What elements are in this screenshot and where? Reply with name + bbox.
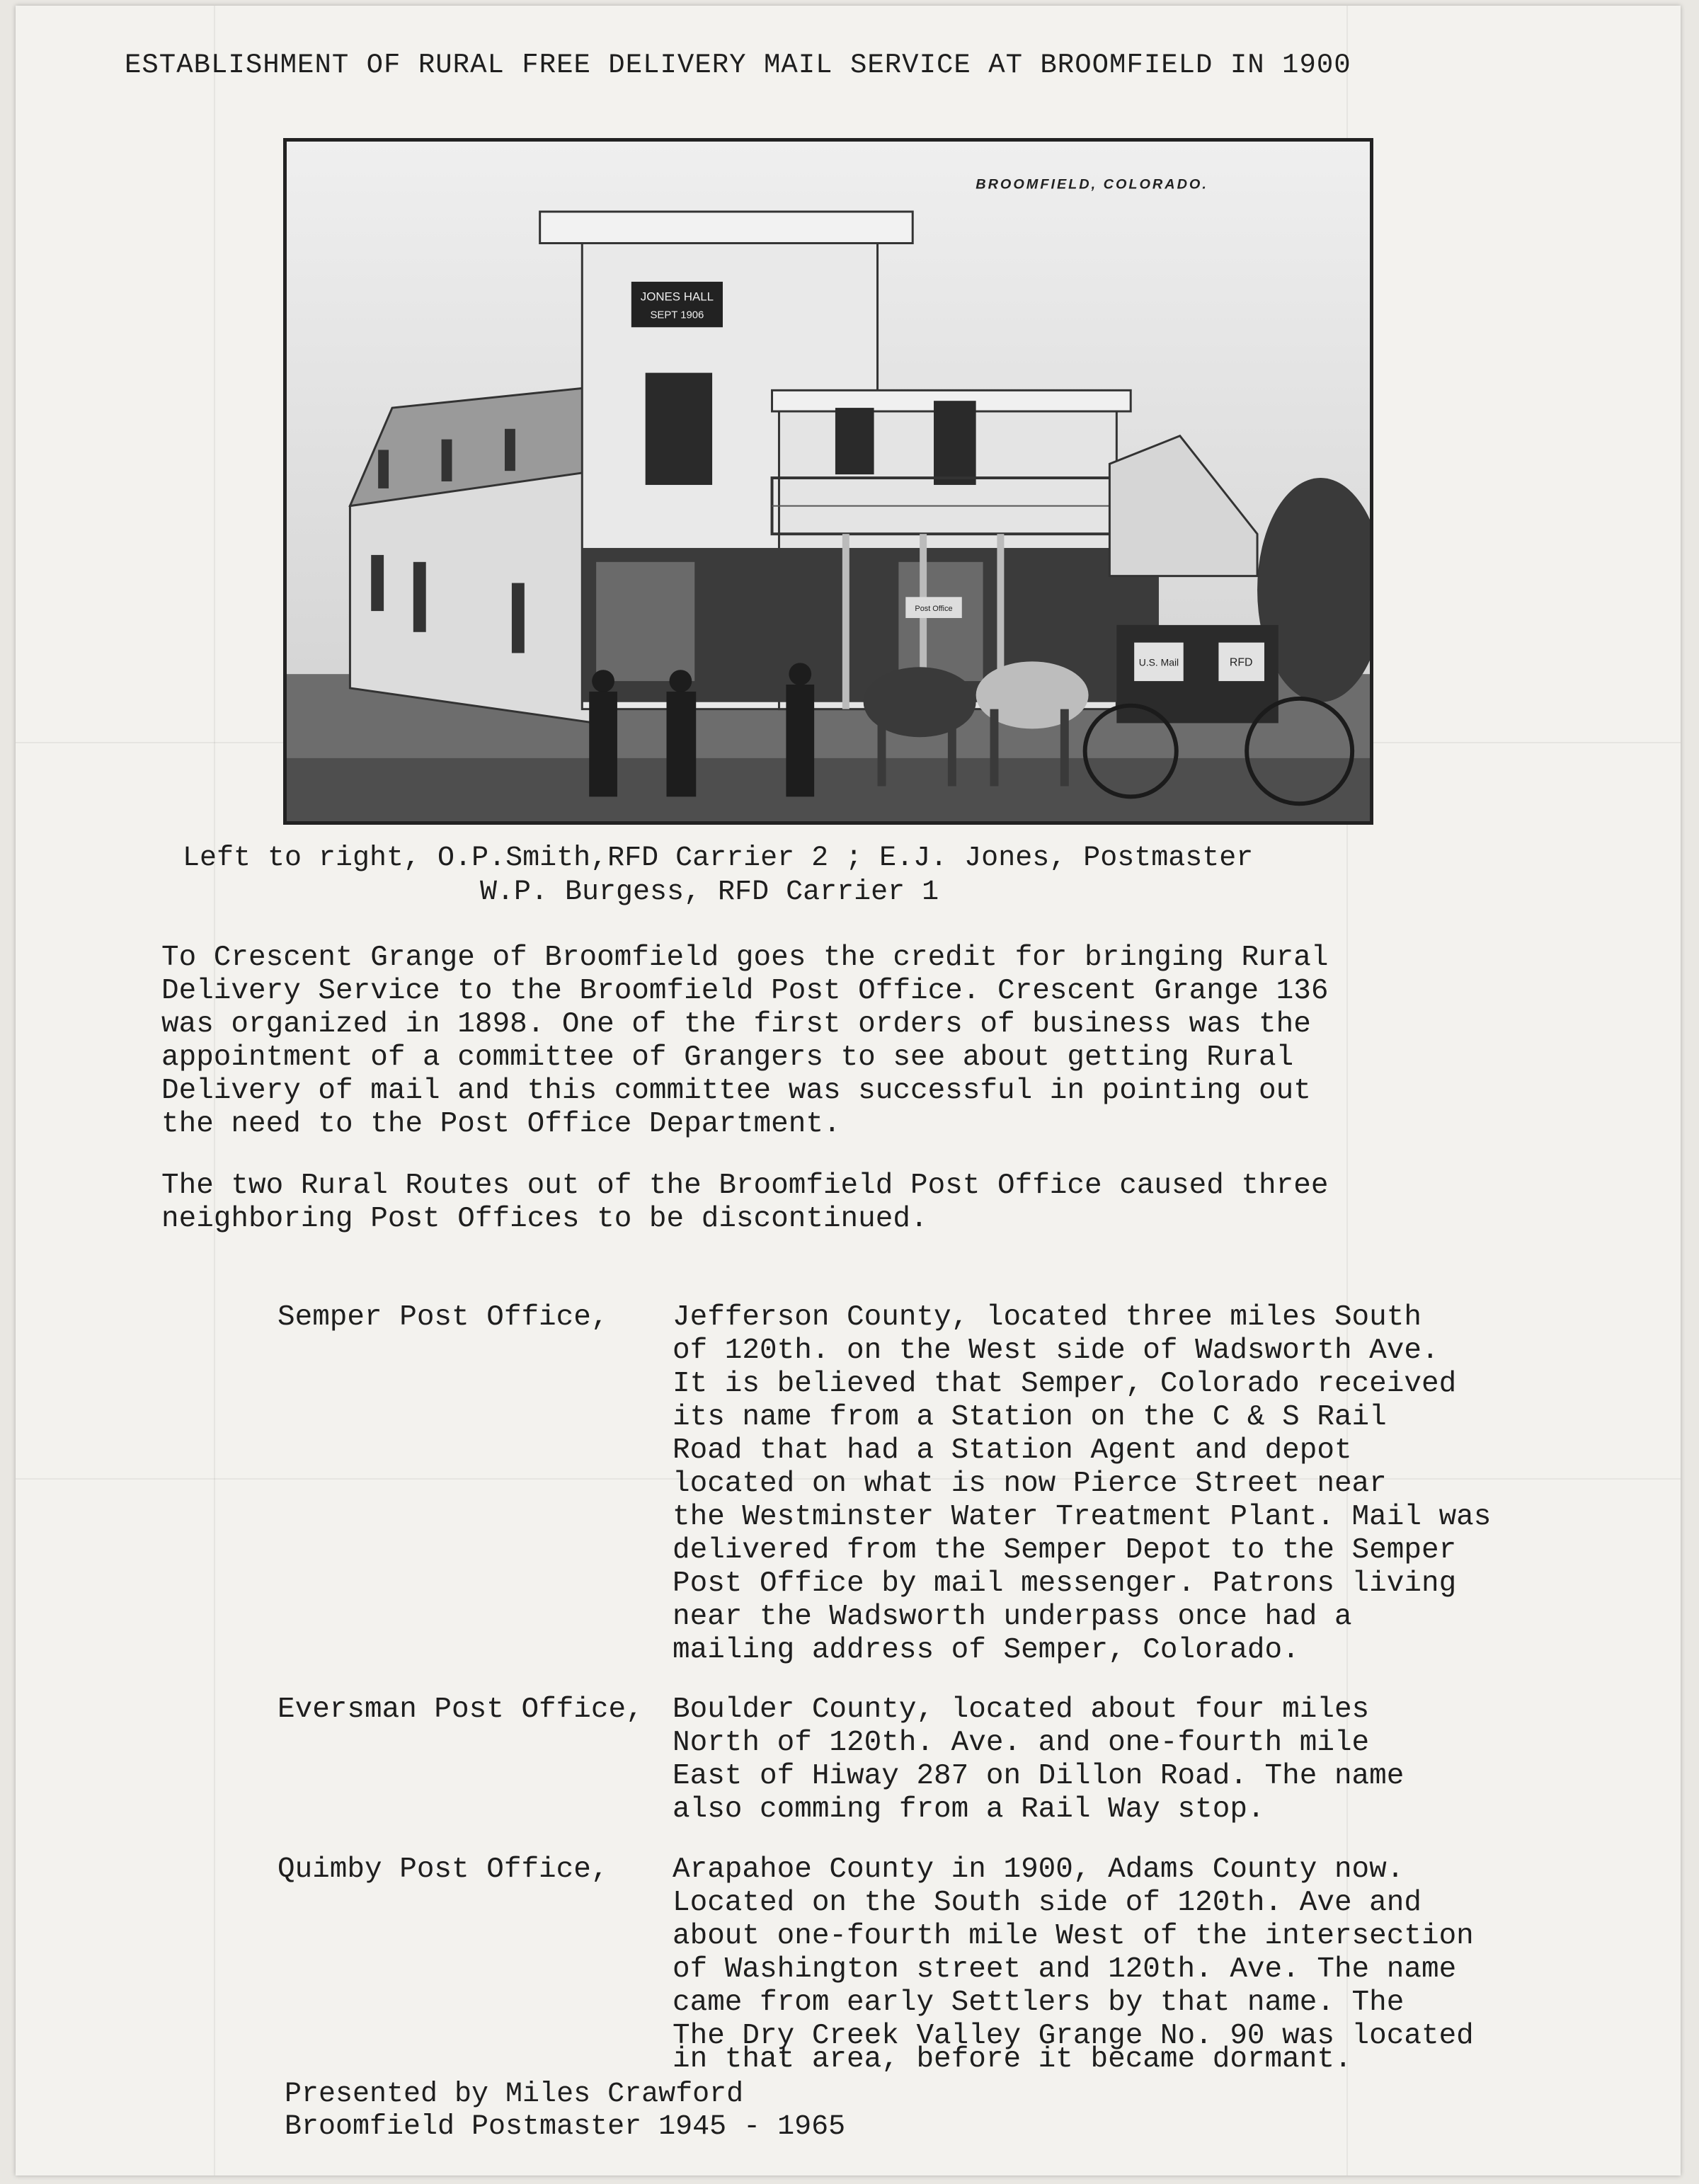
- entry-semper-name: Semper Post Office,: [278, 1301, 609, 1334]
- photo-caption-line2: W.P. Burgess, RFD Carrier 1: [480, 876, 939, 908]
- paragraph-rural-routes: [161, 1170, 1328, 1236]
- entry-line: East of Hiway 287 on Dillon Road. The name: [673, 1760, 1405, 1793]
- entry-line: delivered from the Semper Depot to the Semper: [673, 1534, 1457, 1567]
- paragraph-line: The two Rural Routes out of the Broomfield Post Office caused three: [161, 1170, 1329, 1202]
- historic-photo: [283, 138, 1373, 825]
- jones-hall-sign: JONES HALL: [640, 290, 714, 304]
- entry-eversman-body: [673, 1693, 1404, 1826]
- signature-postmaster: Broomfield Postmaster 1945 - 1965: [285, 2111, 846, 2143]
- entry-line: located on what is now Pierce Street near: [673, 1468, 1387, 1500]
- entry-line: mailing address of Semper, Colorado.: [673, 1634, 1300, 1666]
- entry-line: near the Wadsworth underpass once had a: [673, 1601, 1352, 1633]
- entry-line: the Westminster Water Treatment Plant. Mail was: [673, 1501, 1492, 1533]
- paragraph-line: Delivery Service to the Broomfield Post Office. Crescent Grange 136: [161, 975, 1329, 1007]
- paragraph-line: Delivery of mail and this committee was successful in pointing out: [161, 1075, 1311, 1107]
- post-office-building-illustration: [287, 142, 1370, 821]
- postcard-label: BROOMFIELD, COLORADO.: [976, 176, 1208, 193]
- signature-presented-by: Presented by Miles Crawford: [285, 2079, 744, 2110]
- photo-caption-line1: Left to right, O.P.Smith,RFD Carrier 2 ; E.J. Jones, Postmaster: [183, 842, 1254, 874]
- paragraph-line: the need to the Post Office Department.: [161, 1108, 841, 1140]
- post-office-sign: Post Office: [915, 605, 953, 614]
- entry-quimby-name: Quimby Post Office,: [278, 1853, 609, 1886]
- entry-line: in that area, before it became dormant.: [673, 2043, 1352, 2076]
- entry-line: Jefferson County, located three miles South: [673, 1301, 1421, 1334]
- paragraph-crescent-grange: [161, 942, 1328, 1141]
- entry-line: Boulder County, located about four miles: [673, 1693, 1370, 1726]
- entry-line: North of 120th. Ave. and one-fourth mile: [673, 1727, 1370, 1759]
- entry-line: It is believed that Semper, Colorado received: [673, 1368, 1457, 1400]
- entry-eversman-name: Eversman Post Office,: [278, 1693, 643, 1726]
- entry-line: Road that had a Station Agent and depot: [673, 1434, 1352, 1467]
- entry-line: The Dry Creek Valley Grange No. 90 was located: [673, 2020, 1474, 2052]
- entry-line: came from early Settlers by that name. The: [673, 1986, 1405, 2019]
- entry-line: Post Office by mail messenger. Patrons living: [673, 1567, 1457, 1600]
- wagon-sign-us-mail: U.S. Mail: [1138, 656, 1179, 668]
- entry-semper-body: [673, 1301, 1491, 1667]
- entry-line: of 120th. on the West side of Wadsworth Ave.: [673, 1334, 1439, 1367]
- page-title: ESTABLISHMENT OF RURAL FREE DELIVERY MAIL SERVICE AT BROOMFIELD IN 1900: [125, 50, 1351, 81]
- paragraph-line: To Crescent Grange of Broomfield goes the credit for bringing Rural: [161, 942, 1329, 974]
- entry-line: about one-fourth mile West of the intersection: [673, 1920, 1474, 1953]
- entry-line: also comming from a Rail Way stop.: [673, 1793, 1265, 1826]
- paragraph-line: appointment of a committee of Grangers to see about getting Rural: [161, 1041, 1294, 1074]
- entry-quimby-body: [673, 1853, 1474, 2076]
- entry-line: Arapahoe County in 1900, Adams County now.: [673, 1853, 1405, 1886]
- wagon-sign-rfd: RFD: [1229, 656, 1253, 669]
- paragraph-line: neighboring Post Offices to be discontinued.: [161, 1203, 928, 1235]
- entry-line: Located on the South side of 120th. Ave and: [673, 1887, 1421, 1919]
- jones-hall-date: SEPT 1906: [650, 309, 704, 321]
- entry-line: of Washington street and 120th. Ave. The name: [673, 1953, 1457, 1986]
- paragraph-line: was organized in 1898. One of the first orders of business was the: [161, 1008, 1311, 1041]
- entry-line: its name from a Station on the C & S Rail: [673, 1401, 1387, 1434]
